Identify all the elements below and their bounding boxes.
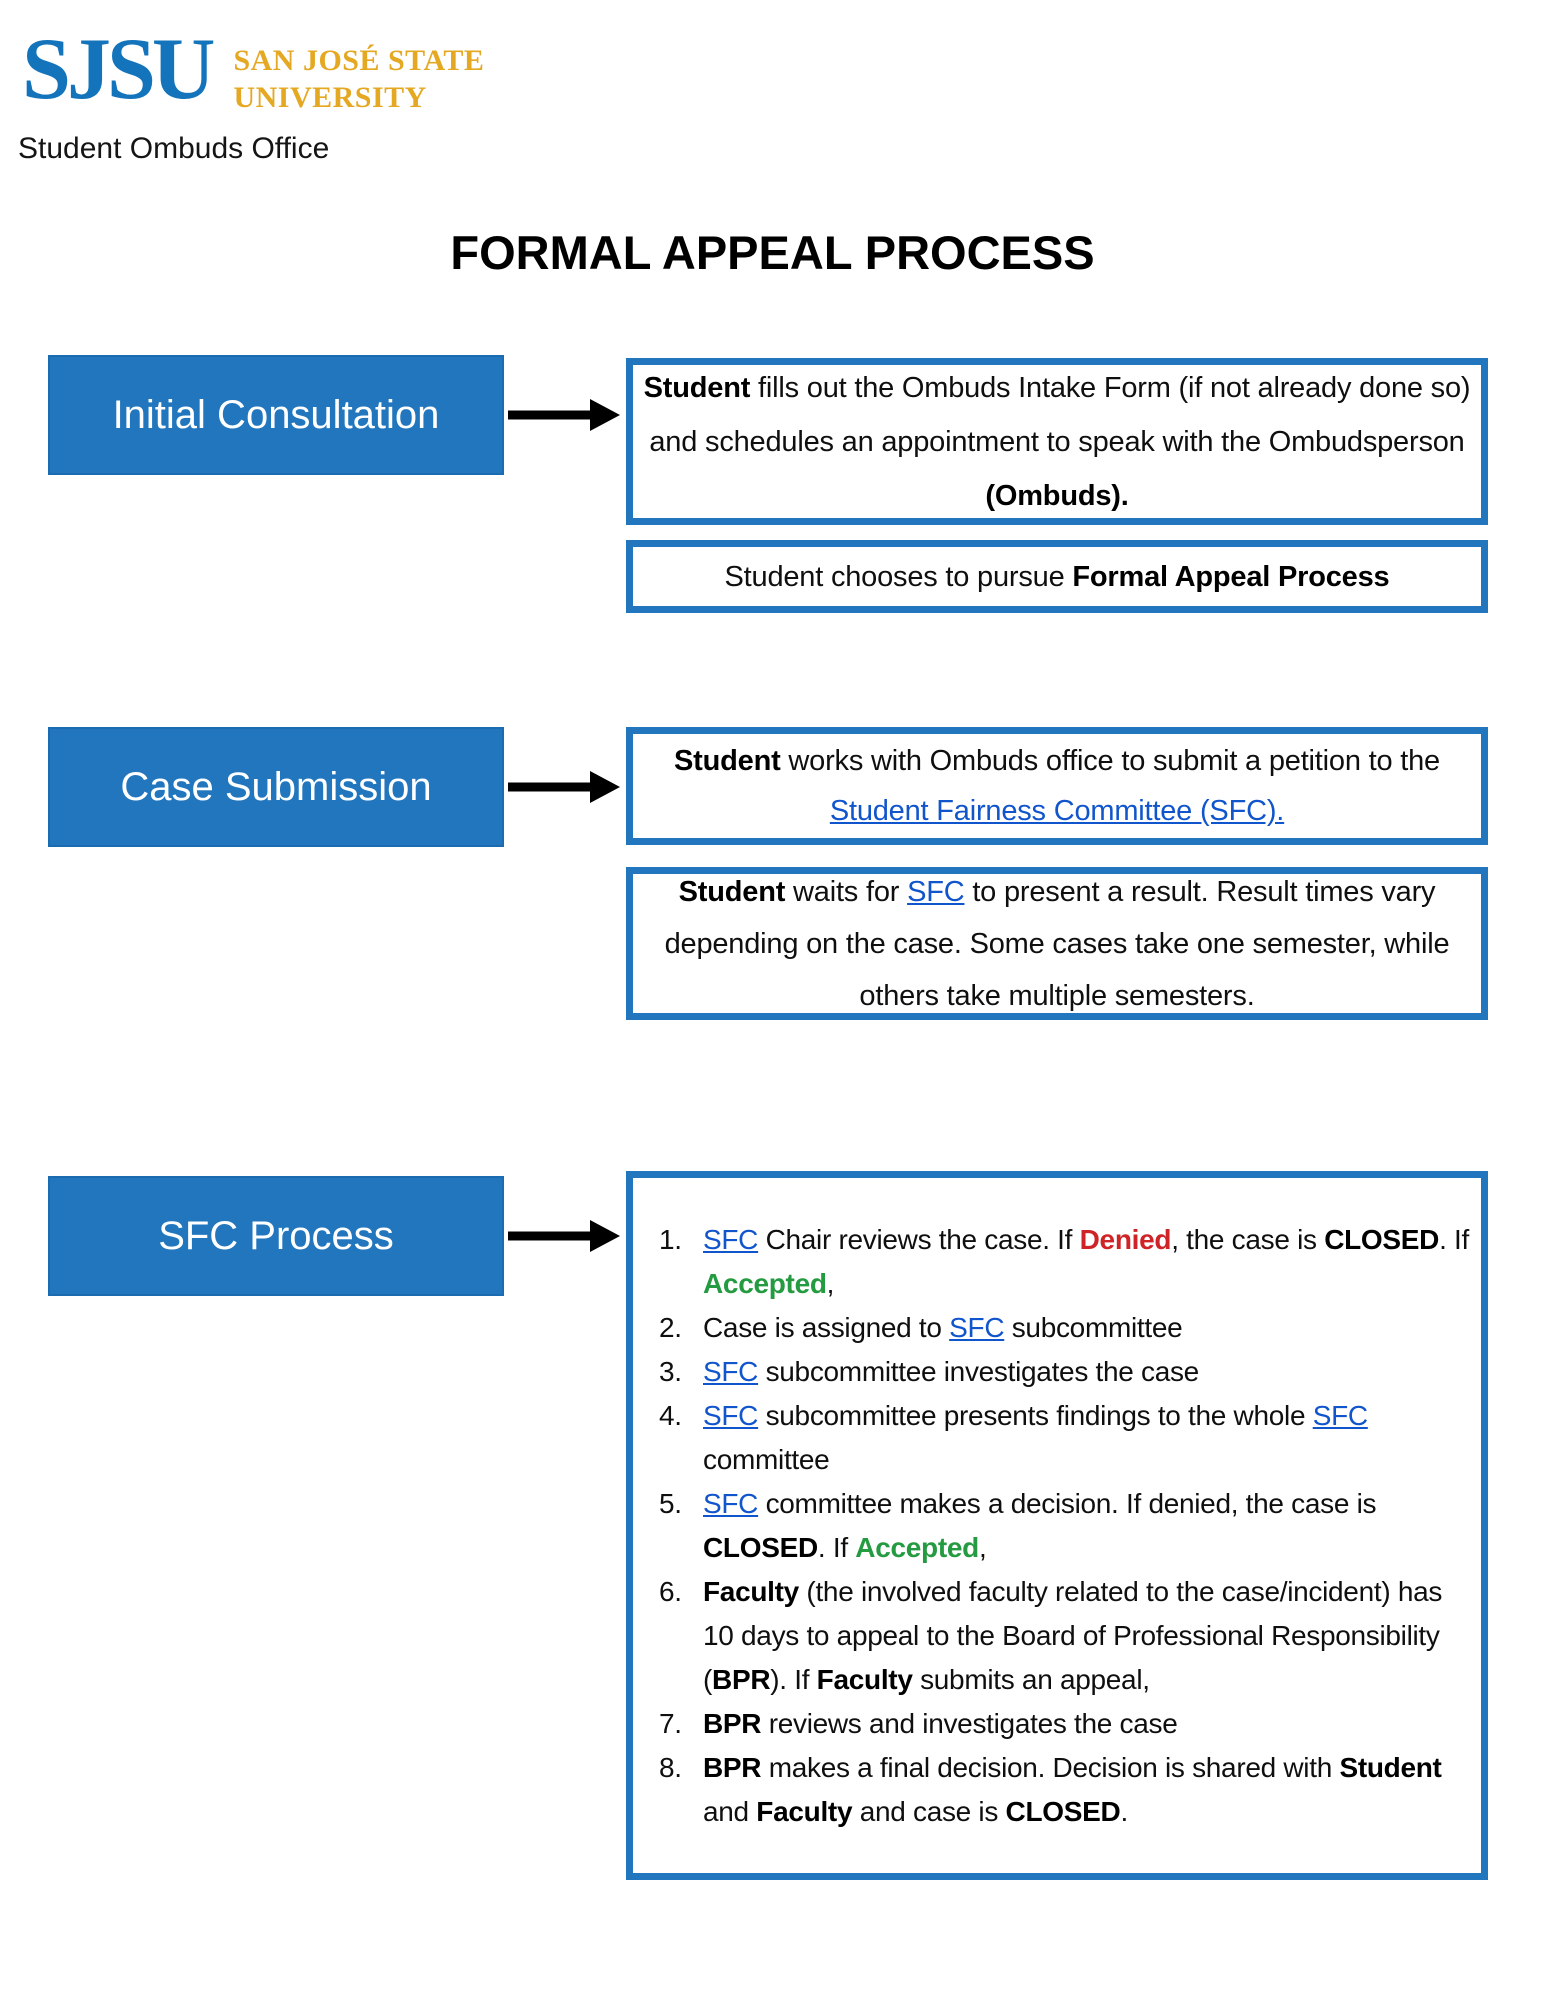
stage-sfc-process-label: SFC Process — [158, 1213, 394, 1258]
text-segment: Student — [674, 745, 781, 777]
sfc-link[interactable]: SFC — [907, 875, 965, 908]
page-title: FORMAL APPEAL PROCESS — [450, 226, 1095, 279]
wait-result-box-text — [643, 866, 1471, 1022]
text-segment: (Ombuds). — [985, 479, 1129, 512]
choose-process-box — [626, 540, 1488, 613]
text-segment: makes a final decision. Decision is shared with — [761, 1752, 1340, 1783]
text-segment: and — [703, 1796, 757, 1827]
sfc-step-3 — [659, 1350, 1471, 1394]
sfc-step-4 — [659, 1394, 1471, 1482]
text-segment: Student — [678, 875, 786, 908]
choose-process-box-text — [725, 557, 1390, 597]
sfc-link[interactable]: SFC — [703, 1488, 759, 1519]
flow-arrow-icon — [506, 1214, 622, 1258]
text-segment: ). If — [770, 1664, 817, 1695]
office-name: Student Ombuds Office — [18, 132, 330, 165]
step-number: 5. — [659, 1488, 682, 1519]
text-segment: CLOSED — [1005, 1796, 1121, 1827]
sjsu-logo-wordmark — [233, 42, 484, 116]
text-segment: fills out the Ombuds Intake Form (if not already done so) and schedules an appointment to speak with the Ombudsperson — [649, 371, 1471, 458]
petition-box-text — [643, 736, 1471, 836]
sfc-step-7 — [659, 1702, 1471, 1746]
step-number: 4. — [659, 1400, 682, 1431]
text-segment: . — [1120, 1796, 1128, 1827]
intake-box-text — [643, 361, 1471, 523]
text-segment: Faculty — [703, 1576, 799, 1607]
text-segment: reviews and investigates the case — [761, 1708, 1178, 1739]
text-segment: Chair reviews the case. If — [758, 1224, 1080, 1255]
sfc-step-8-text — [703, 1752, 1442, 1827]
sjsu-logo-name-line2: UNIVERSITY — [233, 81, 427, 114]
text-segment: subcommittee presents findings to the whole — [758, 1400, 1313, 1431]
text-segment: subcommittee investigates the case — [758, 1356, 1199, 1387]
text-segment: . If — [1439, 1224, 1469, 1255]
sfc-step-2-text — [703, 1312, 1182, 1343]
sfc-step-1 — [659, 1218, 1471, 1306]
text-segment: and case is — [852, 1796, 1006, 1827]
text-segment: Student — [643, 371, 751, 404]
text-segment: (the involved faculty related to the case/incident) has 10 days to appeal to the Board of Professional Responsibility ( — [703, 1576, 1443, 1695]
text-segment: Accepted — [855, 1532, 979, 1563]
flow-arrow-icon — [506, 393, 622, 437]
sjsu-logo-acronym: SJSU — [22, 21, 212, 118]
text-segment: Faculty — [816, 1664, 913, 1695]
text-segment: Denied — [1079, 1224, 1172, 1255]
text-segment: Case is assigned to — [703, 1312, 950, 1343]
sfc-step-5 — [659, 1482, 1471, 1570]
text-segment: BPR — [703, 1752, 762, 1783]
text-segment: Student chooses to pursue — [724, 560, 1073, 593]
sfc-link[interactable]: SFC — [703, 1224, 759, 1255]
text-segment: Accepted — [703, 1268, 827, 1299]
text-segment: BPR — [703, 1708, 762, 1739]
stage-initial-consultation — [48, 355, 504, 475]
text-segment: CLOSED — [1324, 1224, 1440, 1255]
step-number: 6. — [659, 1576, 682, 1607]
text-segment: CLOSED — [703, 1532, 818, 1563]
wait-result-box — [626, 867, 1488, 1020]
petition-box — [626, 727, 1488, 845]
sfc-link[interactable]: SFC — [703, 1400, 759, 1431]
stage-initial-consultation-label: Initial Consultation — [112, 392, 440, 437]
text-segment: submits an appeal, — [912, 1664, 1150, 1695]
sfc-link[interactable]: SFC — [949, 1312, 1005, 1343]
text-segment: to present a result. Result times vary depending on the case. Some cases take one semester, while others take multiple semesters. — [664, 875, 1450, 1012]
sfc-step-5-text — [703, 1488, 1376, 1563]
step-number: 2. — [659, 1312, 682, 1343]
sfc-link[interactable]: Student Fairness Committee (SFC). — [829, 795, 1285, 827]
text-segment: , the case is — [1171, 1224, 1325, 1255]
text-segment: Faculty — [756, 1796, 853, 1827]
sfc-step-6-text — [703, 1576, 1442, 1695]
sfc-steps-list — [659, 1218, 1471, 1834]
flow-arrow-icon — [506, 765, 622, 809]
sfc-step-6 — [659, 1570, 1471, 1702]
text-segment: committee makes a decision. If denied, the case is — [758, 1488, 1377, 1519]
text-segment: Student — [1339, 1752, 1442, 1783]
text-segment: . If — [817, 1532, 856, 1563]
text-segment: , — [978, 1532, 987, 1563]
text-segment: subcommittee — [1004, 1312, 1183, 1343]
intake-box — [626, 358, 1488, 525]
text-segment: Formal Appeal Process — [1072, 560, 1390, 593]
text-segment: waits for — [785, 875, 908, 908]
sfc-step-4-text — [703, 1400, 1368, 1475]
sfc-step-8 — [659, 1746, 1471, 1834]
text-segment: , — [826, 1268, 835, 1299]
text-segment: works with Ombuds office to submit a petition to the — [780, 745, 1440, 777]
step-number: 8. — [659, 1752, 682, 1783]
text-segment: committee — [703, 1444, 830, 1475]
stage-case-submission — [48, 727, 504, 847]
sfc-step-2 — [659, 1306, 1471, 1350]
sjsu-logo — [22, 21, 485, 118]
sfc-process-box — [626, 1171, 1488, 1880]
stage-case-submission-label: Case Submission — [120, 764, 432, 809]
sfc-step-7-text — [703, 1708, 1177, 1739]
sfc-link[interactable]: SFC — [703, 1356, 759, 1387]
step-number: 7. — [659, 1708, 682, 1739]
sfc-link[interactable]: SFC — [1312, 1400, 1368, 1431]
sjsu-logo-name-line1: SAN JOSÉ STATE — [233, 44, 485, 77]
stage-sfc-process — [48, 1176, 504, 1296]
text-segment: BPR — [712, 1664, 771, 1695]
step-number: 1. — [659, 1224, 682, 1255]
sfc-step-3-text — [703, 1356, 1199, 1387]
step-number: 3. — [659, 1356, 682, 1387]
sfc-step-1-text — [703, 1224, 1469, 1299]
